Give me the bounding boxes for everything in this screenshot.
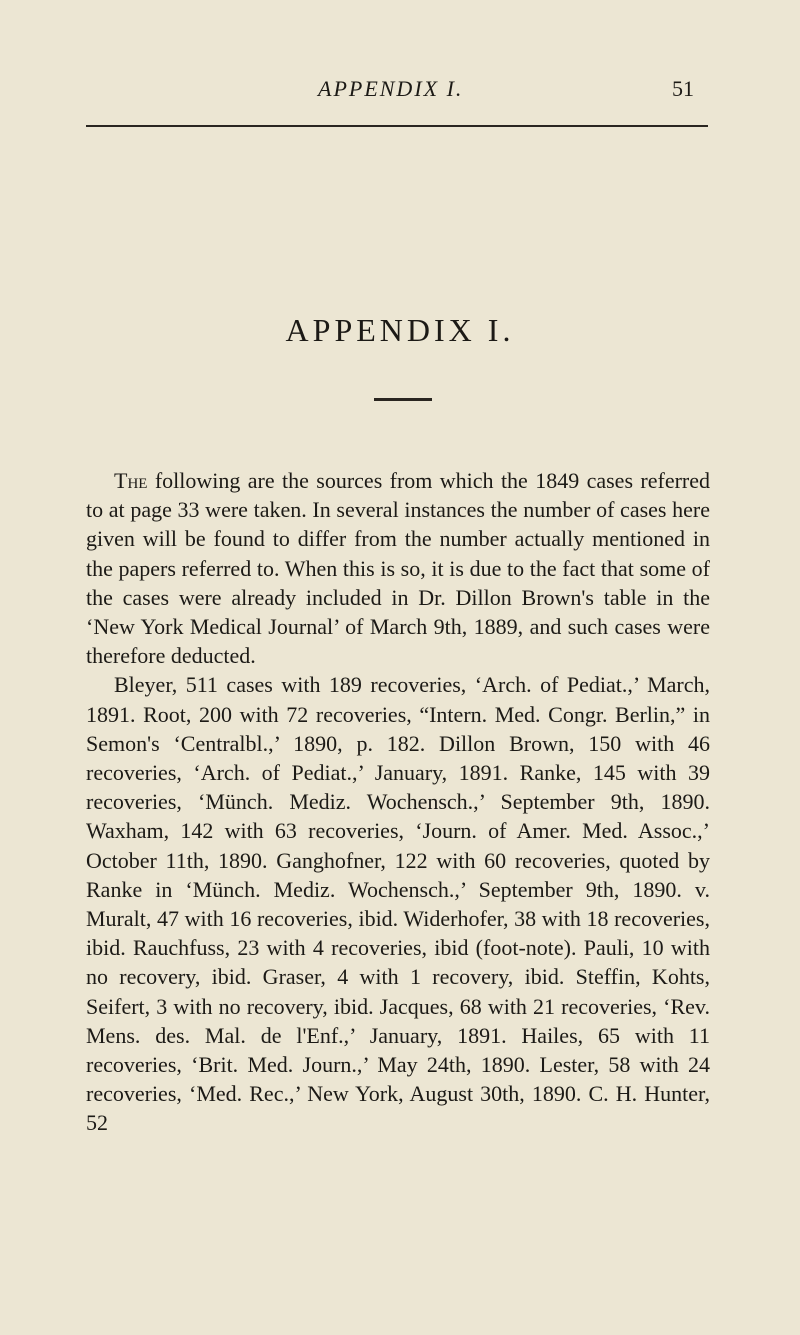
header-rule	[86, 125, 708, 127]
lead-word: The	[114, 468, 148, 493]
running-head-title: APPENDIX I.	[318, 76, 464, 101]
paragraph-sources-list: Bleyer, 511 cases with 189 recoveries, ‘Arch. of Pediat.,’ March, 1891. Root, 200 with 72 recoveries, “Intern. Med. Congr. Berlin,” in Semon's ‘Centralbl.,’ 1890, p. 182. Dillon Brown, 150 with 46 recoveries, ‘Arch. of Pediat.,’ January, 1891. Ranke, 145 with 39 recoveries, ‘Münch. Mediz. Wochensch.,’ September 9th, 1890. Waxham, 142 with 63 recoveries, ‘Journ. of Amer. Med. Assoc.,’ October 11th, 1890. Ganghofner, 122 with 60 recoveries, quoted by Ranke in ‘Münch. Mediz. Wochensch.,’ September 9th, 1890. v. Muralt, 47 with 16 recoveries, ibid. Widerhofer, 38 with 18 recoveries, ibid. Rauchfuss, 23 with 4 recoveries, ibid (foot-note). Pauli, 10 with no recovery, ibid. Graser, 4 with 1 recovery, ibid. Steffin, Kohts, Seifert, 3 with no recovery, ibid. Jacques, 68 with 21 recoveries, ‘Rev. Mens. des. Mal. de l'Enf.,’ January, 1891. Hailes, 65 with 11 recoveries, ‘Brit. Med. Journ.,’ May 24th, 1890. Lester, 58 with 24 recoveries, ‘Med. Rec.,’ New York, August 30th, 1890. C. H. Hunter, 52	[86, 672, 710, 1136]
paragraph-sources-intro	[86, 466, 710, 670]
body-text	[86, 466, 710, 1138]
paragraph-1-text: following are the sources from which the 1849 cases referred to at page 33 were taken. In several instances the number of cases here given will be found to differ from the number actually mentioned in the papers referred to. When this is so, it is due to the fact that some of the cases were already included in Dr. Dillon Brown's table in the ‘New York Medical Journal’ of March 9th, 1889, and such cases were therefore deducted.	[86, 468, 710, 669]
running-head	[0, 76, 800, 112]
page-number: 51	[672, 76, 694, 101]
chapter-title: APPENDIX I.	[285, 312, 515, 348]
title-rule	[374, 398, 432, 401]
